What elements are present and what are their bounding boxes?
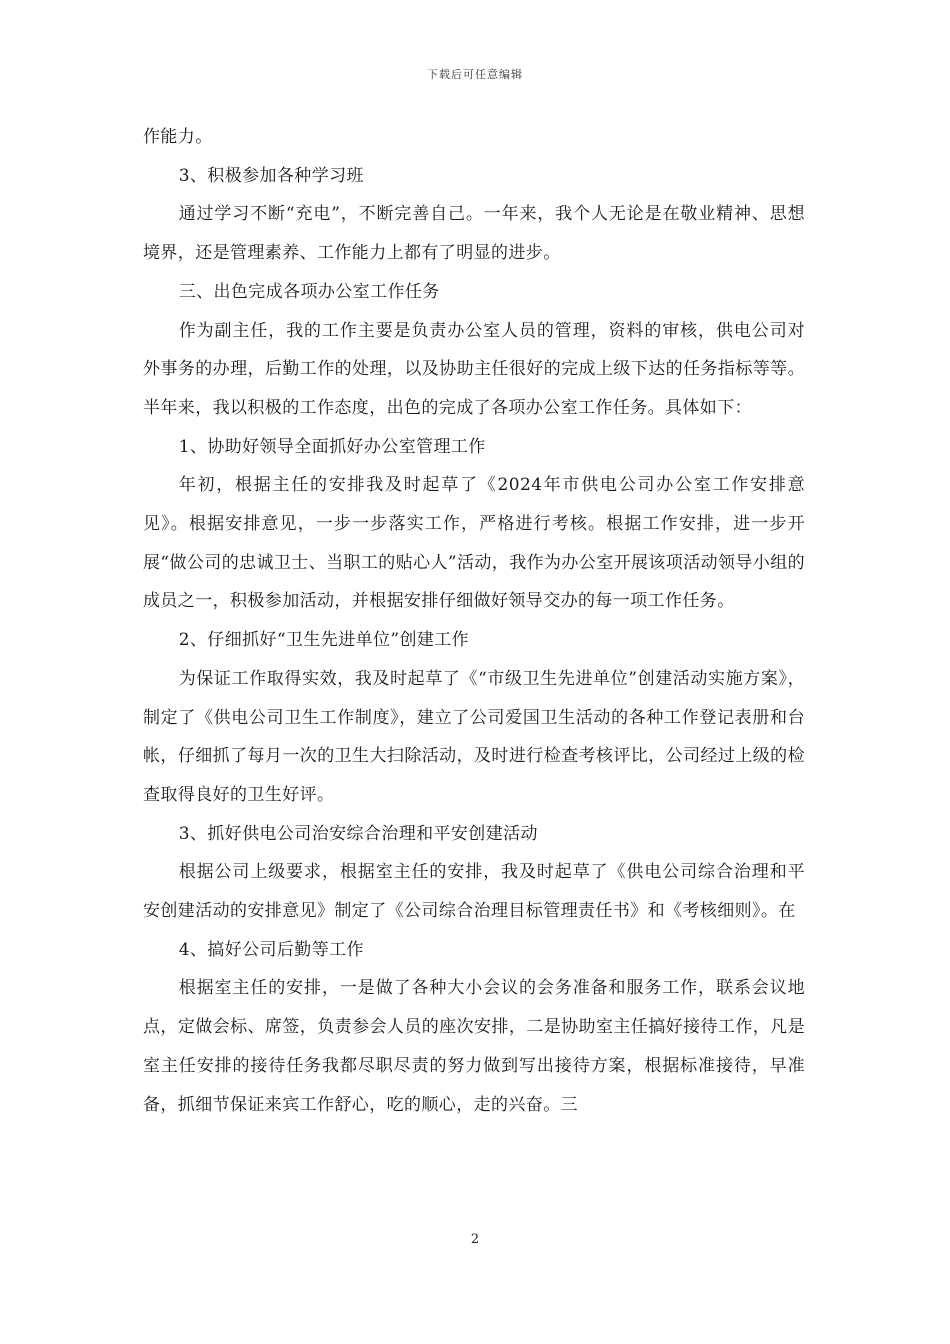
subheading-1: 1、协助好领导全面抓好办公室管理工作 bbox=[178, 436, 486, 457]
paragraph-9: 为保证工作取得实效，我及时起草了《“市级卫生先进单位”创建活动实施方案》，制定了《供电公司卫生工作制度》，建立了公司爱国卫生活动的各种工作登记表册和台帐，仔细抓了每月一次的卫生大扫除活动，及时进行检查考核评比，公司经过上级的检查取得良好的卫生好评。 bbox=[143, 668, 805, 805]
paragraph-1: 作能力。 bbox=[143, 127, 213, 147]
paragraph-5: 作为副主任，我的工作主要是负责办公室人员的管理，资料的审核，供电公司对外事务的办理，后勤工作的处理，以及协助主任很好的完成上级下达的任务指标等等。半年来，我以积极的工作态度，出色的完成了各项办公室工作任务。具体如下： bbox=[143, 320, 805, 418]
document-body bbox=[143, 118, 805, 1124]
paragraph-3: 通过学习不断“充电”，不断完善自己。一年来，我个人无论是在敬业精神、思想境界，还是管理素养、工作能力上都有了明显的进步。 bbox=[143, 204, 805, 264]
subheading-3: 3、抓好供电公司治安综合治理和平安创建活动 bbox=[178, 823, 538, 844]
page-number: 2 bbox=[470, 1232, 480, 1247]
page-header: 下载后可任意编辑 bbox=[427, 68, 523, 81]
paragraph-7: 年初，根据主任的安排我及时起草了《2024年市供电公司办公室工作安排意见》。根据安排意见，一步一步落实工作，严格进行考核。根据工作安排，进一步开展“做公司的忠诚卫士、当职工的贴心人”活动，我作为办公室开展该项活动领导小组的成员之一，积极参加活动，并根据安排仔细做好领导交办的每一项工作任务。 bbox=[143, 475, 805, 612]
paragraph-13: 根据室主任的安排，一是做了各种大小会议的会务准备和服务工作，联系会议地点，定做会标、席签，负责参会人员的座次安排，二是协助室主任搞好接待工作，凡是室主任安排的接待任务我都尽职尽责的努力做到写出接待方案，根据标准接待，早准备，抓细节保证来宾工作舒心，吃的顺心，走的兴奋。三 bbox=[143, 978, 805, 1115]
subheading-2: 2、仔细抓好“卫生先进单位”创建工作 bbox=[178, 630, 470, 651]
subheading-4: 4、搞好公司后勤等工作 bbox=[178, 939, 364, 960]
paragraph-11: 根据公司上级要求，根据室主任的安排，我及时起草了《供电公司综合治理和平安创建活动的安排意见》制定了《公司综合治理目标管理责任书》和《考核细则》。在 bbox=[143, 862, 805, 922]
section-heading-3: 三、出色完成各项办公室工作任务 bbox=[178, 281, 440, 302]
paragraph-2: 3、积极参加各种学习班 bbox=[178, 165, 364, 186]
